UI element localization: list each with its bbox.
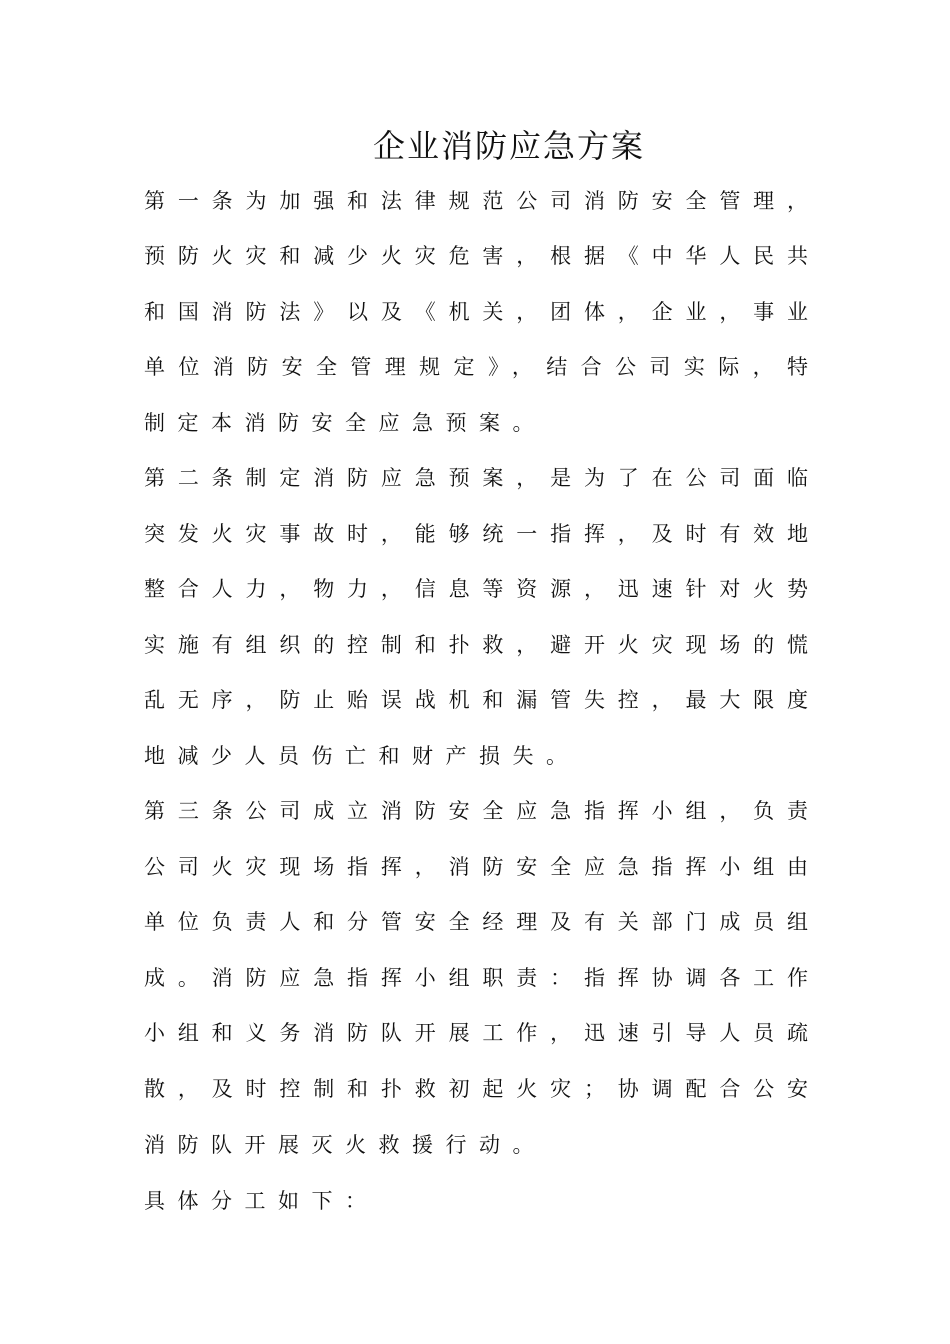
text-line: 成。消防应急指挥小组职责：指挥协调各工作 [144, 966, 808, 990]
text-line: 散，及时控制和扑救初起火灾；协调配合公安 [144, 1077, 808, 1101]
text-line: 公司火灾现场指挥，消防安全应急指挥小组由 [144, 855, 808, 879]
text-line: 实施有组织的控制和扑救，避开火灾现场的慌 [144, 633, 808, 657]
text-line: 整合人力，物力，信息等资源，迅速针对火势 [144, 577, 808, 601]
text-line: 具体分工如下： [144, 1189, 379, 1213]
text-line: 小组和义务消防队开展工作，迅速引导人员疏 [144, 1021, 808, 1045]
document-title: 企业消防应急方案 [372, 127, 645, 165]
text-line: 第一条为加强和法律规范公司消防安全管理， [144, 189, 808, 213]
text-line: 消防队开展灭火救援行动。 [144, 1133, 546, 1157]
text-line: 和国消防法》以及《机关，团体，企业，事业 [144, 300, 808, 324]
text-line: 单位负责人和分管安全经理及有关部门成员组 [144, 910, 808, 934]
text-line: 第二条制定消防应急预案，是为了在公司面临 [144, 466, 808, 490]
text-line: 地减少人员伤亡和财产损失。 [144, 744, 580, 768]
text-line: 单位消防安全管理规定》，结合公司实际，特 [144, 355, 808, 379]
text-line: 突发火灾事故时，能够统一指挥，及时有效地 [144, 522, 808, 546]
text-line: 第三条公司成立消防安全应急指挥小组，负责 [144, 799, 808, 823]
text-line: 预防火灾和减少火灾危害，根据《中华人民共 [144, 244, 808, 268]
text-line: 乱无序，防止贻误战机和漏管失控，最大限度 [144, 688, 808, 712]
text-line: 制定本消防安全应急预案。 [144, 411, 546, 435]
